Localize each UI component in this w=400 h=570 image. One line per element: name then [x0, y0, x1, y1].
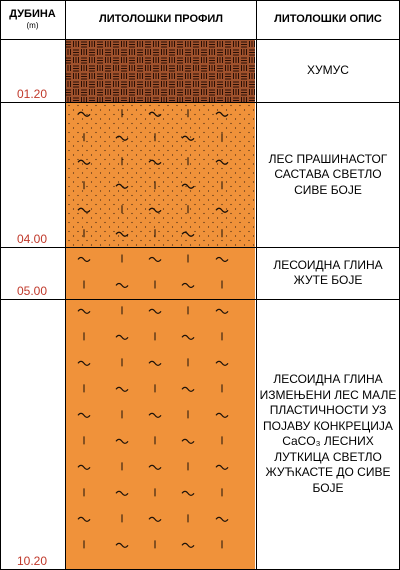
depth-label: 10.20: [16, 554, 48, 568]
depth-header: [0, 0, 65, 39]
depth-header-title: ДУБИНА: [9, 8, 56, 20]
layer-fill: [66, 40, 255, 102]
layer-fill: [66, 102, 255, 247]
layer-description: ЛЕСОИДНА ГЛИНА ЖУТЕ БОЈЕ: [273, 257, 383, 288]
layer-description: ХУМУС: [307, 63, 349, 78]
description-header: ЛИТОЛОШКИ ОПИС: [274, 13, 382, 25]
profile-header: ЛИТОЛОШКИ ПРОФИЛ: [98, 13, 224, 25]
depth-label: 04.00: [16, 232, 48, 247]
layer-description: ЛЕСОИДНА ГЛИНА ИЗМЕЊЕНИ ЛЕС МАЛЕ ПЛАСТИЧНОСТИ УЗ ПОЈАВУ КОНКРЕЦИЈА CaCO₃ ЛЕСНИХ ЛУТКИЦА СВЕТЛО ЖУЋКАСТЕ ДО СИВЕ БОЈЕ: [259, 372, 397, 495]
layer-fill: [66, 299, 255, 569]
depth-label: 05.00: [16, 284, 48, 299]
layer-fills: [66, 40, 255, 569]
layer-description: ЛЕС ПРАШИНАСТОГ САСТАВА СВЕТЛО СИВЕ БОЈЕ: [268, 151, 388, 197]
layer-fill: [66, 247, 255, 299]
depth-header-unit: (m): [26, 21, 39, 30]
depth-label: 01.20: [16, 87, 48, 102]
